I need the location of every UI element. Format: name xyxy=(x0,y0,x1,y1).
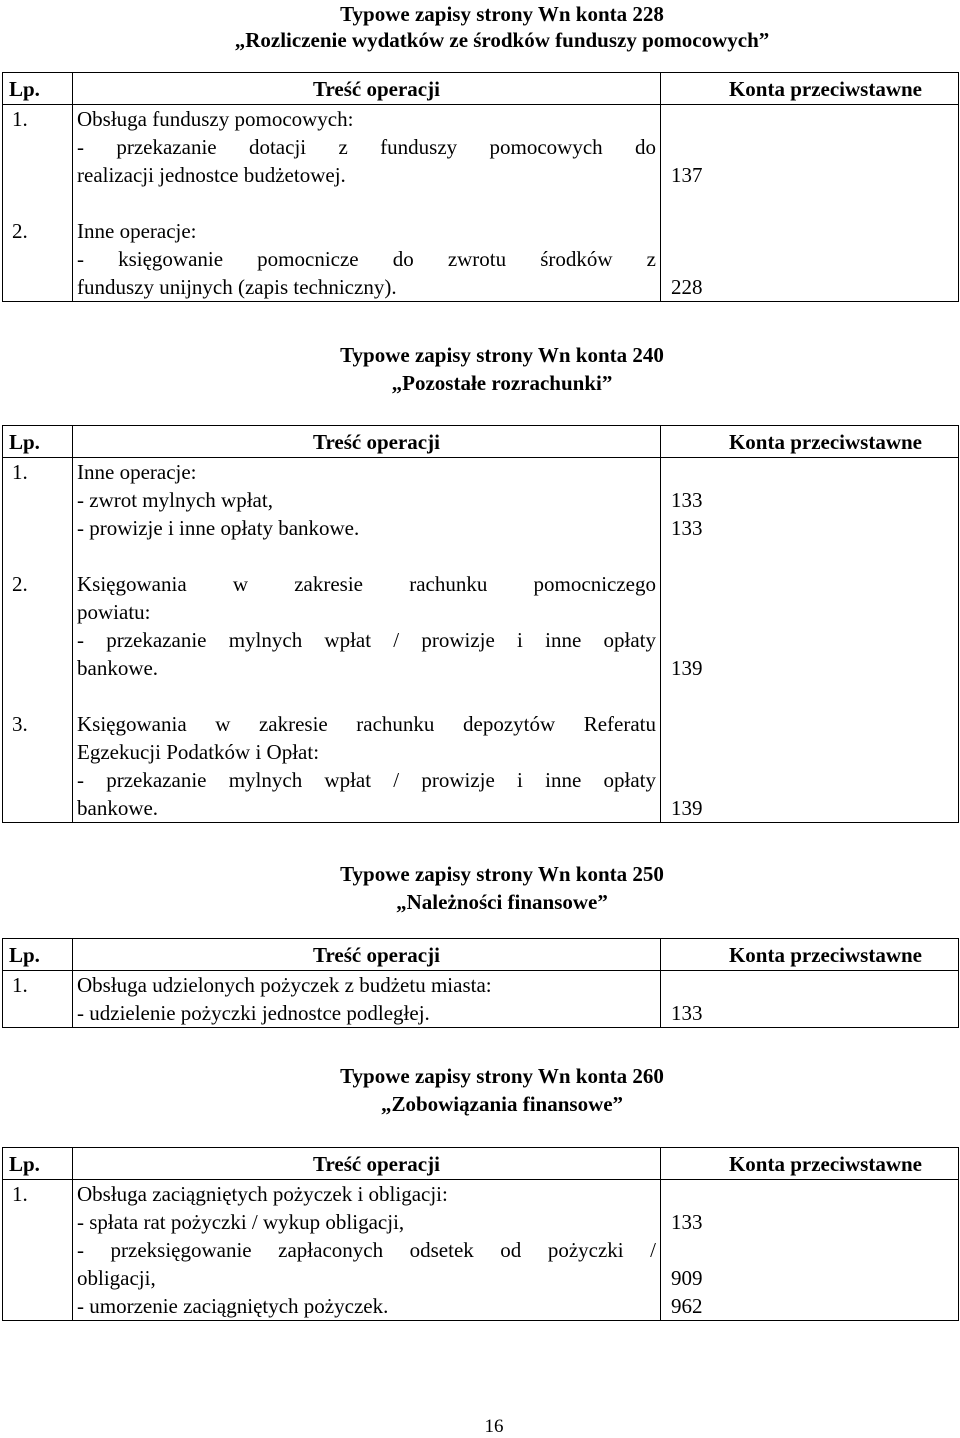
operation-text: realizacji jednostce budżetowej. xyxy=(77,163,346,187)
account-number: 228 xyxy=(671,275,703,299)
account-number: 137 xyxy=(671,163,703,187)
operation-text: - przekazanie dotacji z funduszy pomocowych do xyxy=(77,135,656,159)
header-konta-przeciwstawne: Konta przeciwstawne xyxy=(661,1148,959,1180)
operation-heading: Obsługa funduszy pomocowych: xyxy=(77,107,354,131)
account-number: 909 xyxy=(671,1266,703,1290)
table-header-row xyxy=(3,1148,959,1180)
table-header-row xyxy=(3,426,959,458)
operation-text: powiatu: xyxy=(77,600,151,624)
operation-text: - księgowanie pomocnicze do zwrotu środków z xyxy=(77,247,656,271)
operation-text: - przekazanie mylnych wpłat / prowizje i inne opłaty xyxy=(77,628,656,652)
section-250-title: Typowe zapisy strony Wn konta 250 xyxy=(340,862,664,886)
table-header-row xyxy=(3,939,959,971)
operation-text: - przekazanie mylnych wpłat / prowizje i inne opłaty xyxy=(77,768,656,792)
operation-text: - umorzenie zaciągniętych pożyczek. xyxy=(77,1294,389,1318)
operation-text: Egzekucji Podatków i Opłat: xyxy=(77,740,320,764)
row-number: 2. xyxy=(12,219,28,243)
operation-text: - zwrot mylnych wpłat, xyxy=(77,488,273,512)
account-number: 133 xyxy=(671,488,703,512)
row-number: 1. xyxy=(12,1182,28,1206)
operation-text: obligacji, xyxy=(77,1266,156,1290)
table-row xyxy=(3,105,959,302)
table-konto-260 xyxy=(2,1147,959,1321)
operation-heading: Inne operacje: xyxy=(77,219,197,243)
section-260-subtitle: „Zobowiązania finansowe” xyxy=(380,1092,624,1116)
table-header-row xyxy=(3,73,959,105)
page-number: 16 xyxy=(484,1416,504,1437)
operation-text: bankowe. xyxy=(77,796,159,820)
header-lp: Lp. xyxy=(3,73,73,105)
header-tresc-operacji: Treść operacji xyxy=(73,426,661,458)
header-tresc-operacji: Treść operacji xyxy=(73,939,661,971)
operation-heading: Obsługa udzielonych pożyczek z budżetu miasta: xyxy=(77,973,492,997)
header-lp: Lp. xyxy=(3,1148,73,1180)
header-konta-przeciwstawne: Konta przeciwstawne xyxy=(661,426,959,458)
account-number: 133 xyxy=(671,1210,703,1234)
account-number: 133 xyxy=(671,516,703,540)
account-number: 133 xyxy=(671,1001,703,1025)
operation-text: - spłata rat pożyczki / wykup obligacji, xyxy=(77,1210,405,1234)
header-tresc-operacji: Treść operacji xyxy=(73,1148,661,1180)
operation-text: - prowizje i inne opłaty bankowe. xyxy=(77,516,360,540)
section-228-subtitle: „Rozliczenie wydatków ze środków funduszy pomocowych” xyxy=(234,28,770,52)
operation-heading: Inne operacje: xyxy=(77,460,197,484)
table-row xyxy=(3,971,959,1028)
section-228-title: Typowe zapisy strony Wn konta 228 xyxy=(340,2,664,26)
row-number: 3. xyxy=(12,712,28,736)
table-konto-240 xyxy=(2,425,959,823)
operation-text: funduszy unijnych (zapis techniczny). xyxy=(77,275,397,299)
header-konta-przeciwstawne: Konta przeciwstawne xyxy=(661,939,959,971)
operation-heading: Księgowania w zakresie rachunku pomocniczego xyxy=(77,572,656,596)
header-lp: Lp. xyxy=(3,939,73,971)
section-260-title: Typowe zapisy strony Wn konta 260 xyxy=(340,1064,664,1088)
operation-heading: Obsługa zaciągniętych pożyczek i obligacji: xyxy=(77,1182,448,1206)
row-number: 1. xyxy=(12,107,28,131)
section-250-subtitle: „Należności finansowe” xyxy=(396,890,608,914)
account-number: 139 xyxy=(671,796,703,820)
header-tresc-operacji: Treść operacji xyxy=(73,73,661,105)
table-row xyxy=(3,1180,959,1321)
row-number: 1. xyxy=(12,460,28,484)
header-konta-przeciwstawne: Konta przeciwstawne xyxy=(661,73,959,105)
operation-text: - udzielenie pożyczki jednostce podległej. xyxy=(77,1001,430,1025)
table-row xyxy=(3,458,959,823)
table-konto-228 xyxy=(2,72,959,302)
section-240-title: Typowe zapisy strony Wn konta 240 xyxy=(340,343,664,367)
account-number: 962 xyxy=(671,1294,703,1318)
operation-heading: Księgowania w zakresie rachunku depozytów Referatu xyxy=(77,712,656,736)
account-number: 139 xyxy=(671,656,703,680)
section-240-subtitle: „Pozostałe rozrachunki” xyxy=(391,371,613,395)
operation-text: - przeksięgowanie zapłaconych odsetek od pożyczki / xyxy=(77,1238,656,1262)
header-lp: Lp. xyxy=(3,426,73,458)
table-konto-250 xyxy=(2,938,959,1028)
row-number: 1. xyxy=(12,973,28,997)
operation-text: bankowe. xyxy=(77,656,159,680)
row-number: 2. xyxy=(12,572,28,596)
